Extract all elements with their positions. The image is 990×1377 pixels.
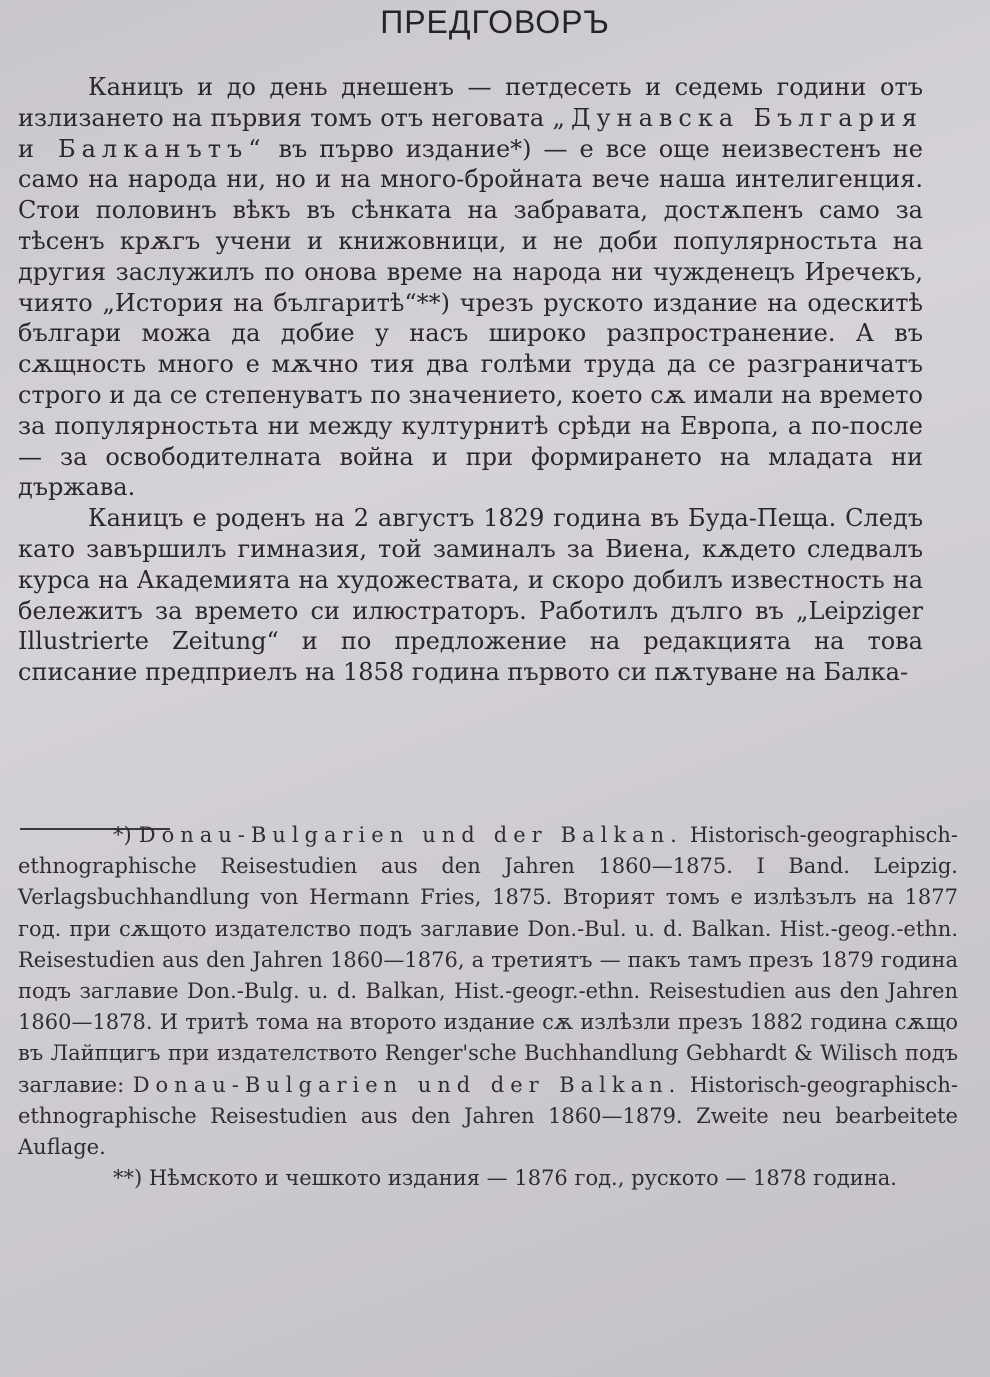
footnote-1-text: Historisch-geographisch-ethnographische Reisestudien aus den Jahren 1860—1875. I Band. Leipzig. Verlagsbuchhandlung von Hermann Fries, 1875. Вторият томъ е излѣзълъ на 1877 год. при сѫщото издателство подъ заглавие Don.-Bul. u. d. Balkan. Hist.-geog.-ethn. Reisestudien aus den Jahren 1860—1876, а третиятъ — пакъ тамъ презъ 1879 година подъ заглавие Don.-Bulg. u. d. Balkan, Hist.-geogr.-ethn. Reisestudien aus den Jahren 1860—1878. И тритѣ тома на второто издание сѫ излѣзли презъ 1882 година сѫщо въ Лайпцигъ при издателството Renger'sche Buchhandlung Gebhardt & Wilisch подъ заглавие: bbox=[18, 823, 958, 1097]
paragraph-1-part-1: Каницъ и до день днешенъ — петдесеть и седемь години отъ излизането на първия томъ отъ неговата bbox=[18, 73, 923, 132]
footnote-1 bbox=[18, 820, 958, 1163]
footnote-1-title: Donau-Bulgarien und der Balkan. bbox=[138, 823, 683, 847]
footnote-2-text: **) Нѣмското и чешкото издания — 1876 год., руското — 1878 година. bbox=[113, 1166, 897, 1191]
footnote-1-title-2: Donau-Bulgarien und der Balkan. bbox=[132, 1072, 682, 1097]
footnote-1-text-2: Historisch-geographisch-ethnographische Reisestudien aus den Jahren 1860—1879. Zweite neu bearbeitete Auflage. bbox=[18, 1072, 959, 1160]
book-title-spaced: „Дунавска България и Балканътъ“ bbox=[18, 103, 924, 163]
paragraph-1-part-2: въ първо издание*) — е все още неизвестенъ не само на народа ни, но и на много-бройната вече наша интелигенция. Стои половинъ вѣкъ въ сѣнката на забравата, достѫпенъ само за тѣсенъ крѫгъ учени и книжовници, и не доби популярностьта на другия заслужилъ по онова време на народа ни чужденецъ Иречекъ, чиято „История на българитѣ“**) чрезъ руското издание на одескитѣ българи можа да добие у насъ широко разпространение. А въ сѫщность много е мѫчно тия два голѣми труда да се разграничатъ строго и да се степенуватъ по значението, което сѫ имали на времето за популярностьта ни между културнитѣ срѣди на Европа, а по-после — за освободителната война и при формирането на младата ни държава. bbox=[18, 134, 923, 502]
paragraph-2-text: Каницъ е роденъ на 2 августъ 1829 година въ Буда-Пеща. Следъ като завършилъ гимназия, той заминалъ за Виена, кѫдето следвалъ курса на Академията на художествата, и скоро добилъ известность на бележитъ за времето си илюстраторъ. Работилъ дълго въ „Leipziger Illustrierte Zeitung“ и по предложение на редакцията на това списание предприелъ на 1858 година първото си пѫтуване на Балка- bbox=[18, 504, 923, 687]
footnotes bbox=[18, 820, 958, 1194]
footnote-1-marker: *) bbox=[113, 823, 132, 847]
paragraph-2 bbox=[18, 503, 923, 688]
page-title: ПРЕДГОВОРЪ bbox=[380, 4, 610, 40]
paragraph-1 bbox=[18, 72, 923, 503]
body-text bbox=[18, 72, 923, 688]
footnote-2 bbox=[18, 1163, 958, 1194]
